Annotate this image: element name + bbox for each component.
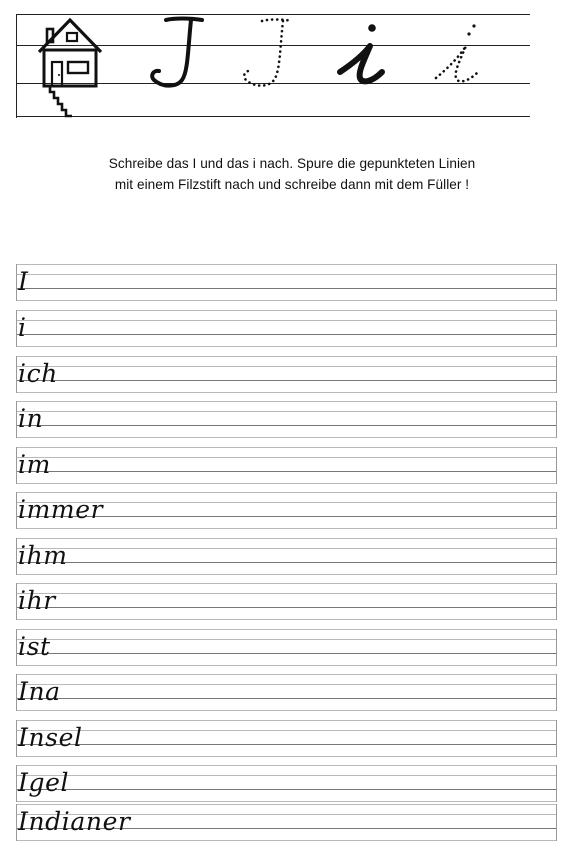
practice-row [16,804,558,842]
practice-word: im [18,450,51,479]
practice-word: i [18,313,27,342]
letter-small-i-dotted [436,24,478,81]
instruction-text [20,153,564,195]
practice-row [16,447,558,485]
practice-row [16,674,558,712]
practice-row [16,538,558,576]
practice-word: ist [18,632,51,661]
instruction-line-1: Schreibe das I und das i nach. Spure die gepunkteten Linien [108,156,476,171]
practice-row [16,401,558,439]
practice-word: immer [18,495,104,524]
letter-capital-i-solid [152,19,202,86]
practice-row [16,356,558,394]
practice-row [16,492,558,530]
practice-word: I [18,267,29,296]
practice-word: Ina [18,677,61,706]
letter-small-i-solid [340,24,382,81]
practice-word: ihr [18,586,56,615]
practice-word: Indianer [18,807,131,836]
practice-row [16,583,558,621]
practice-word: Insel [18,723,83,752]
instruction-line-2: mit einem Filzstift nach und schreibe dann mit dem Füller ! [114,177,470,192]
practice-row [16,720,558,758]
letter-capital-i-dotted [244,20,292,86]
sample-letters [16,14,530,118]
practice-row [16,765,558,803]
practice-row [16,264,558,302]
practice-word: ich [18,359,58,388]
practice-word: Igel [18,768,70,797]
practice-word: ihm [18,541,68,570]
letter-header [16,14,530,118]
practice-row [16,629,558,667]
practice-word: in [18,404,44,433]
practice-row [16,310,558,348]
